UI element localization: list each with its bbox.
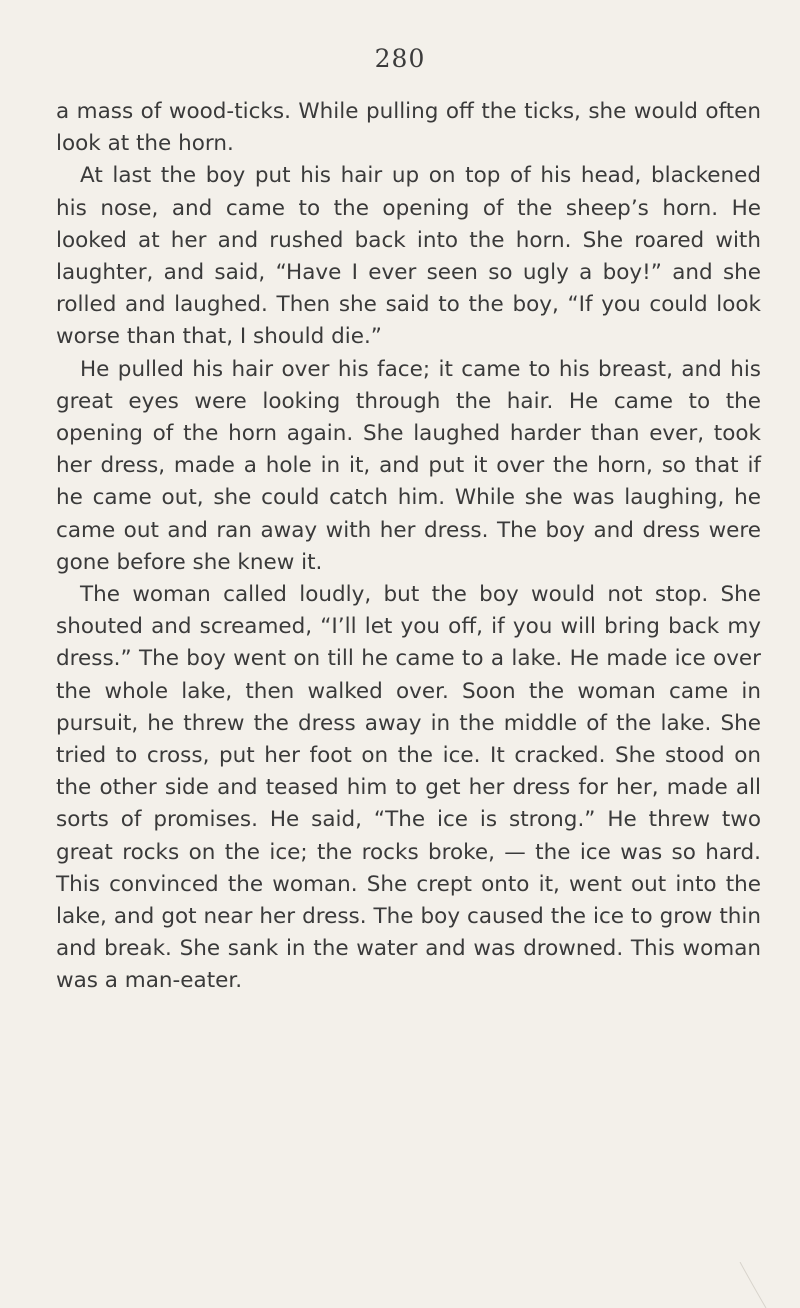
paragraph: He pulled his hair over his face; it came to his breast, and his great eyes were looking through the hair. He came to the opening of the horn again. She laughed harder than ever, took her dress, made a hole in it, and put it over the horn, so that if he came out, she could catch him. While she was laughing, he came out and ran away with her dress. The boy and dress were gone before she knew it. — [56, 356, 761, 575]
paragraph: The woman called loudly, but the boy would not stop. She shouted and screamed, “I’ll let you off, if you will bring back my dress.” The boy went on till he came to a lake. He made ice over the whole lake, then walked over. Soon the woman came in pursuit, he threw the dress away in the middle of the lake. She tried to cross, put her foot on the ice. It cracked. She stood on the other side and teased him to get her dress for her, made all sorts of promises. He said, “The ice is strong.” He threw two great rocks on the ice; the rocks broke, — the ice was so hard. This convinced the woman. She crept onto it, went out into the lake, and got near her dress. The boy caused the ice to grow thin and break. She sank in the water and was drowned. This woman was a man-eater. — [56, 582, 761, 994]
page-number: 280 — [374, 44, 426, 73]
page-crease-mark — [738, 1262, 768, 1308]
paragraph-continuation: a mass of wood-ticks. While pulling off the ticks, she would often look at the horn. — [56, 99, 761, 157]
body-text — [56, 96, 761, 998]
paragraph: At last the boy put his hair up on top of his head, blackened his nose, and came to the opening of the sheep’s horn. He looked at her and rushed back into the horn. She roared with laughter, and said, “Have I ever seen so ugly a boy!” and she rolled and laughed. Then she said to the boy, “If you could look worse than that, I should die.” — [56, 163, 761, 350]
